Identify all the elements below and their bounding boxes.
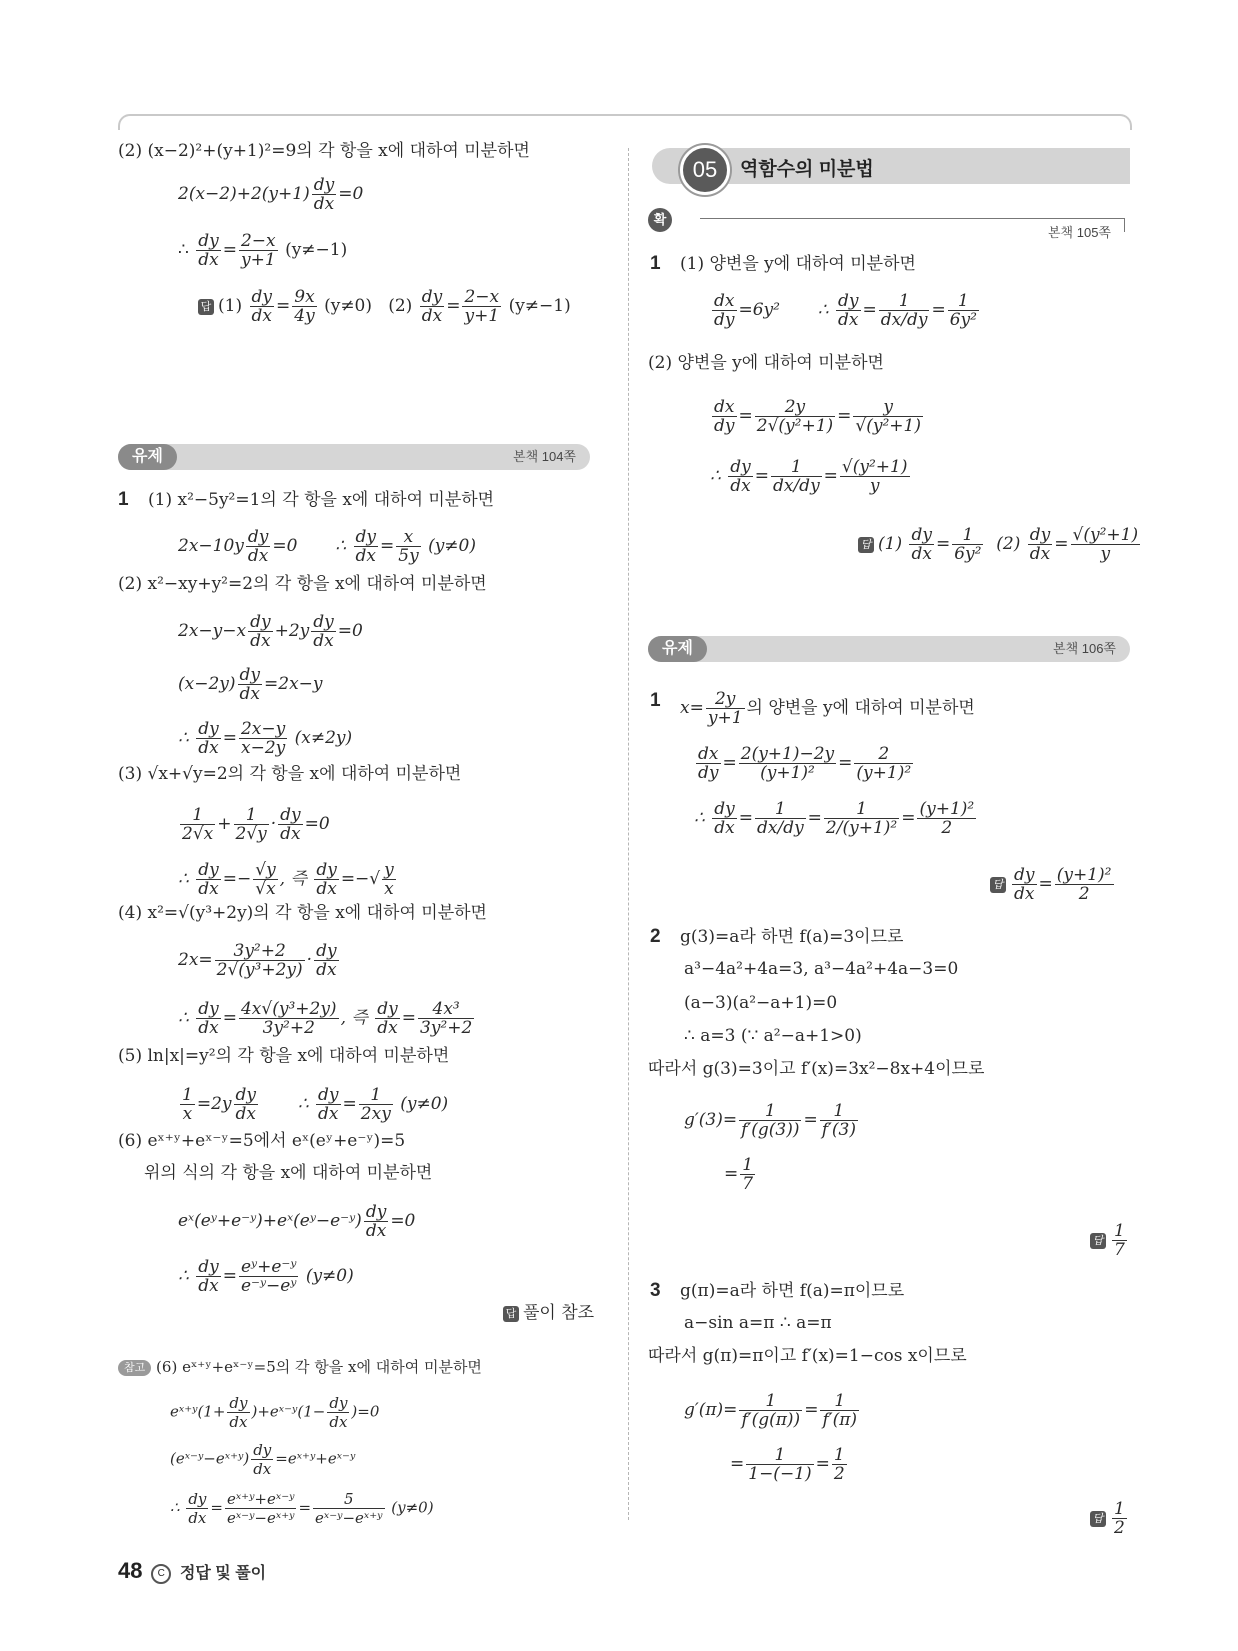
- yuje-tag: 유제: [118, 444, 177, 470]
- q1-6-text: (6) eˣ⁺ʸ+eˣ⁻ʸ=5에서 eˣ(eʸ+e⁻ʸ)=5: [118, 1131, 406, 1151]
- y1-text: x= $\frac{2y}{y+1}$ 의 양변을 y에 대하여 미분하면: [680, 689, 975, 728]
- p2-eq1-lhs: 2(x−2)+2(y+1): [178, 184, 310, 204]
- page-number: 48: [118, 1558, 143, 1583]
- answer-icon: 답: [858, 537, 874, 553]
- y3-line1: g(π)=a라 하면 f(a)=π이므로: [680, 1281, 905, 1301]
- q1-3-text: (3) √x+√y=2의 각 항을 x에 대하여 미분하면: [118, 764, 462, 784]
- yuje-tag: 유제: [648, 636, 707, 662]
- answer-icon: 답: [198, 299, 214, 315]
- y3-eq2: = $\frac{1}{1-(-1)}$ = $\frac{1}{2}$: [730, 1445, 845, 1484]
- q1-2-text: (2) x²−xy+y²=2의 각 항을 x에 대하여 미분하면: [118, 574, 487, 594]
- q1-5-eq: $\frac{1}{x}$ =2y $\frac{dy}{dx}$ ∴ $\frac{dy}{dx}$ = $\frac{1}{2xy}$ (y≠0): [182, 1085, 449, 1124]
- y2-line4: ∴ a=3 (∵ a²−a+1>0): [684, 1026, 862, 1046]
- c1-1-text: (1) 양변을 y에 대하여 미분하면: [680, 254, 916, 274]
- frac: $\frac{dy}{dx}$: [313, 175, 335, 214]
- yuje-ref: 본책 106쪽: [1053, 641, 1116, 656]
- p2-intro: (2) (x−2)²+(y+1)²=9의 각 항을 x에 대하여 미분하면: [118, 141, 530, 161]
- ans2-cond: (y≠−1): [508, 296, 571, 316]
- y1-text-tail: 의 양변을 y에 대하여 미분하면: [746, 698, 975, 718]
- yuje-ref: 본책 104쪽: [513, 449, 576, 464]
- q1-1-eq: 2x−10y $\frac{dy}{dx}$ =0 ∴ $\frac{dy}{dx}$ = $\frac{x}{5y}$ (y≠0): [178, 527, 477, 566]
- y2-line1: g(3)=a라 하면 f(a)=3이므로: [680, 927, 904, 947]
- confirm-badge: [648, 208, 672, 253]
- column-divider: [628, 148, 629, 1520]
- ans2-label: (2): [388, 296, 413, 316]
- y1-eq1: $\frac{dx}{dy}$ = $\frac{2(y+1)-2y}{\text{(y+1)²}}$ = $\frac{2}{\text{(y+1)²}}$: [698, 744, 912, 783]
- y3-number: 3: [650, 1280, 661, 1301]
- ans1-label: (1): [218, 296, 243, 316]
- q1-2-eq3: ∴ $\frac{dy}{dx}$ = $\frac{2x-y}{x-2y}$ (x≠2y): [178, 719, 353, 758]
- q1-1-text: (1) x²−5y²=1의 각 항을 x에 대하여 미분하면: [148, 490, 495, 510]
- answer-line-1: 답 (1) $\frac{dy}{dx}$ = $\frac{9x}{4y}$ (y≠0) (2) $\frac{dy}{dx}$ = $\frac{2-x}{y+1}$ (y≠−1): [198, 288, 571, 325]
- top-border: [118, 114, 1132, 130]
- note-text: (6) eˣ⁺ʸ+eˣ⁻ʸ=5의 각 항을 x에 대하여 미분하면: [156, 1358, 482, 1376]
- page-footer: [118, 1558, 266, 1584]
- q1-6-text-b: 위의 식의 각 항을 x에 대하여 미분하면: [144, 1163, 433, 1183]
- y2-number: 2: [650, 926, 661, 947]
- answer-icon: 답: [1090, 1233, 1106, 1249]
- q1-3-eq2: ∴ $\frac{dy}{dx}$ =− $\frac{√y}{√x}$ , 즉 $\frac{dy}{dx}$ =−√ $\frac{y}{x}$: [178, 860, 394, 899]
- section-title: 역함수의 미분법: [740, 159, 874, 180]
- y2-line2: a³−4a²+4a=3, a³−4a²+4a−3=0: [684, 959, 959, 979]
- q1-3-eq1: $\frac{1}{2√x}$ + $\frac{1}{2√y}$ · $\frac{dy}{dx}$ =0: [182, 805, 330, 844]
- note-eq3: ∴ $\frac{dy}{dx}$ = $\frac{\text{eˣ⁺ʸ+eˣ⁻ʸ}}{\text{eˣ⁻ʸ−eˣ⁺ʸ}}$ = $\frac{5}{\text{eˣ⁻ʸ−eˣ⁺ʸ}}$ (y≠0): [170, 1490, 434, 1527]
- answer-icon: 답: [503, 1306, 519, 1322]
- note-eq2: (eˣ⁻ʸ−eˣ⁺ʸ) $\frac{dy}{dx}$ =eˣ⁺ʸ+eˣ⁻ʸ: [170, 1441, 356, 1478]
- y3-line2: a−sin a=π ∴ a=π: [684, 1313, 832, 1333]
- p2-eq2: ∴ $\frac{dy}{dx}$ = $\frac{2-x}{y+1}$ (y≠−1): [178, 231, 348, 270]
- y2-line3: (a−3)(a²−a+1)=0: [684, 993, 838, 1013]
- p2-eq1-rhs: =0: [338, 184, 364, 204]
- answer-icon: 답: [1090, 1511, 1106, 1527]
- yuje-header-left: [118, 444, 590, 470]
- c1-1-eq: $\frac{dx}{dy}$ =6y² ∴ $\frac{dy}{dx}$ = $\frac{1}{dx/dy}$ = $\frac{1}{\text{6y²}}$: [714, 291, 977, 330]
- y3-answer: 답 $\frac{1}{2}$: [1090, 1500, 1129, 1537]
- c1-2-eq1: $\frac{dx}{dy}$ = $\frac{2y}{\text{2√(y²+1)}}$ = $\frac{y}{\text{√(y²+1)}}$: [714, 397, 921, 436]
- y2-eq2: = $\frac{1}{7}$: [724, 1155, 754, 1194]
- y1-answer: 답 $\frac{dy}{dx}$ = $\frac{\text{(y+1)²}}{2}$: [990, 866, 1116, 903]
- note-badge: 참고: [118, 1360, 151, 1376]
- answer-icon: 답: [990, 877, 1006, 893]
- y1-number: 1: [650, 690, 661, 711]
- y2-line5: 따라서 g(3)=3이고 f′(x)=3x²−8x+4이므로: [648, 1059, 985, 1079]
- q1-6-eq1: eˣ(eʸ+e⁻ʸ)+eˣ(eʸ−e⁻ʸ) $\frac{dy}{dx}$ =0: [178, 1202, 416, 1241]
- solution-ref-text: 풀이 참조: [523, 1303, 595, 1323]
- q1-6-eq2: ∴ $\frac{dy}{dx}$ = $\frac{\text{eʸ+e⁻ʸ}}{\text{e⁻ʸ−eʸ}}$ (y≠0): [178, 1257, 354, 1296]
- q1-4-eq1: 2x= $\frac{\text{3y²+2}}{\text{2√(y³+2y)}}$ · $\frac{dy}{dx}$: [178, 941, 337, 980]
- q1-5-text: (5) ln|x|=y²의 각 항을 x에 대하여 미분하면: [118, 1046, 450, 1066]
- c1-answer: 답 (1) $\frac{dy}{dx}$ = $\frac{1}{\text{6y²}}$ (2) $\frac{dy}{dx}$ = $\frac{\text{√(y²+1)}}{y}$: [858, 526, 1142, 563]
- c1-2-text: (2) 양변을 y에 대하여 미분하면: [648, 353, 884, 373]
- footer-text: 정답 및 풀이: [179, 1565, 267, 1582]
- note-line: [118, 1356, 482, 1378]
- c1-2-eq2: ∴ $\frac{dy}{dx}$ = $\frac{1}{dx/dy}$ = $\frac{\text{√(y²+1)}}{y}$: [710, 457, 908, 496]
- logo-icon: C: [151, 1564, 171, 1584]
- confirm-label: 확인: [648, 208, 672, 232]
- q1-4-eq2: ∴ $\frac{dy}{dx}$ = $\frac{\text{4x√(y³+2y)}}{\text{3y²+2}}$ , 즉 $\frac{dy}{dx}$ = $\frac{\text{4x³}}{\text{3y²+2}}$: [178, 999, 473, 1038]
- note-eq1: eˣ⁺ʸ(1+ $\frac{dy}{dx}$ )+eˣ⁻ʸ(1− $\frac{dy}{dx}$ )=0: [170, 1394, 380, 1431]
- confirm-ref: 본책 105쪽: [1048, 225, 1111, 240]
- p2-eq1: [178, 176, 363, 213]
- y3-line3: 따라서 g(π)=π이고 f′(x)=1−cos x이므로: [648, 1346, 967, 1366]
- q1-2-eq1: 2x−y−x $\frac{dy}{dx}$ +2y $\frac{dy}{dx}$ =0: [178, 612, 363, 651]
- section-number: 05: [680, 145, 730, 195]
- q1-2-eq2: (x−2y) $\frac{dy}{dx}$ =2x−y: [178, 665, 323, 704]
- c1-number: 1: [650, 253, 661, 274]
- q1-number: 1: [118, 489, 129, 510]
- y2-answer: 답 $\frac{1}{7}$: [1090, 1222, 1129, 1259]
- q1-4-text: (4) x²=√(y³+2y)의 각 항을 x에 대하여 미분하면: [118, 903, 487, 923]
- solution-ref: [503, 1302, 594, 1324]
- p2-eq2-cond: (y≠−1): [285, 240, 348, 260]
- y2-eq1: g′(3)= $\frac{1}{f'(g(3))}$ = $\frac{1}{f'(3)}$: [684, 1101, 856, 1140]
- yuje-header-right: [648, 636, 1130, 662]
- confirm-rule-end: [1124, 218, 1125, 232]
- confirm-rule: [700, 218, 1125, 219]
- y1-eq2: ∴ $\frac{dy}{dx}$ = $\frac{1}{dx/dy}$ = $\frac{1}{\text{2/(y+1)²}}$ = $\frac{\text{(y+1)²}}{2}$: [694, 799, 975, 838]
- ans1-cond: (y≠0): [324, 296, 373, 316]
- y3-eq1: g′(π)= $\frac{1}{f'(g(\pi))}$ = $\frac{1}{f'(\pi)}$: [684, 1391, 858, 1430]
